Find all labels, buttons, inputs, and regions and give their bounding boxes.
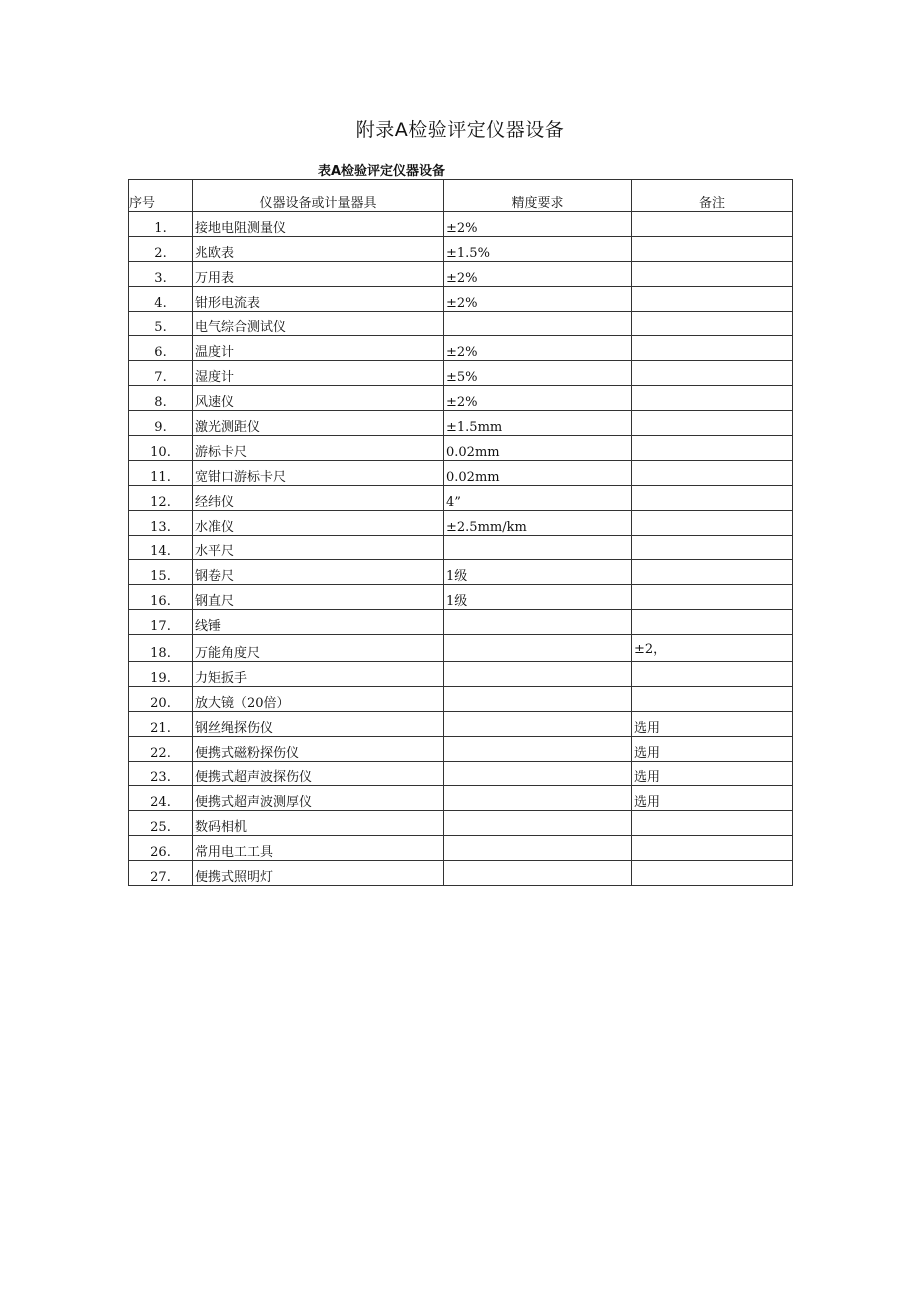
table-caption: 表A检验评定仪器设备 <box>318 164 446 179</box>
cell-name: 水准仪 <box>193 510 444 535</box>
cell-accuracy: ±2% <box>444 386 632 411</box>
cell-accuracy: 0.02mm <box>444 436 632 461</box>
cell-accuracy <box>444 635 632 662</box>
cell-remark: ±2， <box>632 635 793 662</box>
cell-accuracy: ±1.5% <box>444 236 632 261</box>
cell-no: 22. <box>129 736 193 761</box>
cell-remark: 选用 <box>632 786 793 811</box>
cell-remark <box>632 261 793 286</box>
cell-no: 5. <box>129 311 193 336</box>
table-row <box>129 761 793 786</box>
cell-name: 兆欧表 <box>193 236 444 261</box>
cell-name: 便携式照明灯 <box>193 861 444 886</box>
cell-accuracy: ±2% <box>444 212 632 237</box>
cell-remark <box>632 560 793 585</box>
cell-no: 16. <box>129 585 193 610</box>
table-row <box>129 560 793 585</box>
cell-accuracy <box>444 311 632 336</box>
table-row <box>129 711 793 736</box>
cell-name: 接地电阻测量仪 <box>193 212 444 237</box>
cell-accuracy <box>444 761 632 786</box>
cell-name: 万用表 <box>193 261 444 286</box>
equipment-table <box>128 179 793 886</box>
cell-remark <box>632 411 793 436</box>
cell-remark: 选用 <box>632 761 793 786</box>
cell-no: 4. <box>129 286 193 311</box>
cell-name: 游标卡尺 <box>193 436 444 461</box>
cell-remark <box>632 585 793 610</box>
table-row <box>129 861 793 886</box>
cell-remark <box>632 686 793 711</box>
table-row <box>129 236 793 261</box>
cell-remark <box>632 236 793 261</box>
table-row <box>129 336 793 361</box>
cell-no: 6. <box>129 336 193 361</box>
cell-name: 水平尺 <box>193 535 444 560</box>
cell-no: 20. <box>129 686 193 711</box>
cell-remark <box>632 436 793 461</box>
cell-remark <box>632 485 793 510</box>
cell-accuracy: 1级 <box>444 560 632 585</box>
cell-name: 钢卷尺 <box>193 560 444 585</box>
cell-no: 3. <box>129 261 193 286</box>
cell-no: 27. <box>129 861 193 886</box>
table-row <box>129 460 793 485</box>
cell-accuracy: 4” <box>444 485 632 510</box>
cell-name: 钢丝绳探伤仪 <box>193 711 444 736</box>
table-row <box>129 786 793 811</box>
table-header-row <box>129 180 793 212</box>
cell-no: 14. <box>129 535 193 560</box>
table-row <box>129 836 793 861</box>
cell-no: 26. <box>129 836 193 861</box>
cell-no: 12. <box>129 485 193 510</box>
cell-accuracy <box>444 535 632 560</box>
table-row <box>129 436 793 461</box>
cell-no: 23. <box>129 761 193 786</box>
table-row <box>129 361 793 386</box>
table-row <box>129 610 793 635</box>
cell-remark <box>632 836 793 861</box>
table-row <box>129 662 793 687</box>
cell-name: 便携式超声波探伤仪 <box>193 761 444 786</box>
cell-remark: 选用 <box>632 711 793 736</box>
cell-no: 25. <box>129 811 193 836</box>
cell-remark <box>632 861 793 886</box>
cell-accuracy <box>444 861 632 886</box>
table-row <box>129 635 793 662</box>
cell-no: 24. <box>129 786 193 811</box>
cell-accuracy: ±2% <box>444 286 632 311</box>
cell-no: 19. <box>129 662 193 687</box>
cell-accuracy: ±5% <box>444 361 632 386</box>
cell-name: 数码相机 <box>193 811 444 836</box>
table-row <box>129 411 793 436</box>
cell-remark <box>632 361 793 386</box>
table-row <box>129 286 793 311</box>
cell-accuracy <box>444 811 632 836</box>
cell-name: 力矩扳手 <box>193 662 444 687</box>
header-name: 仪器设备或计量器具 <box>193 180 444 212</box>
cell-remark <box>632 510 793 535</box>
cell-name: 便携式超声波测厚仪 <box>193 786 444 811</box>
cell-no: 9. <box>129 411 193 436</box>
cell-name: 电气综合测试仪 <box>193 311 444 336</box>
cell-remark <box>632 286 793 311</box>
cell-name: 线锤 <box>193 610 444 635</box>
cell-accuracy <box>444 736 632 761</box>
table-row <box>129 585 793 610</box>
header-remark: 备注 <box>632 180 793 212</box>
cell-no: 13. <box>129 510 193 535</box>
cell-no: 10. <box>129 436 193 461</box>
cell-remark <box>632 662 793 687</box>
cell-no: 2. <box>129 236 193 261</box>
cell-name: 放大镜（20倍） <box>193 686 444 711</box>
table-row <box>129 510 793 535</box>
cell-accuracy <box>444 786 632 811</box>
table-row <box>129 311 793 336</box>
table-row <box>129 261 793 286</box>
cell-no: 15. <box>129 560 193 585</box>
table-row <box>129 535 793 560</box>
cell-accuracy: ±2.5mm/km <box>444 510 632 535</box>
cell-no: 11. <box>129 460 193 485</box>
cell-remark <box>632 336 793 361</box>
header-no: 序号 <box>129 180 193 212</box>
cell-remark: 选用 <box>632 736 793 761</box>
cell-name: 激光测距仪 <box>193 411 444 436</box>
cell-name: 温度计 <box>193 336 444 361</box>
cell-remark <box>632 212 793 237</box>
cell-no: 17. <box>129 610 193 635</box>
cell-remark <box>632 460 793 485</box>
cell-accuracy: ±2% <box>444 261 632 286</box>
cell-accuracy <box>444 686 632 711</box>
page-title: 附录A检验评定仪器设备 <box>355 119 565 141</box>
table-row <box>129 212 793 237</box>
cell-accuracy: 1级 <box>444 585 632 610</box>
cell-accuracy <box>444 836 632 861</box>
cell-name: 钢直尺 <box>193 585 444 610</box>
table-row <box>129 386 793 411</box>
cell-name: 便携式磁粉探伤仪 <box>193 736 444 761</box>
cell-name: 湿度计 <box>193 361 444 386</box>
cell-name: 风速仪 <box>193 386 444 411</box>
cell-name: 万能角度尺 <box>193 635 444 662</box>
header-accuracy: 精度要求 <box>444 180 632 212</box>
cell-remark <box>632 535 793 560</box>
table-row <box>129 485 793 510</box>
table-row <box>129 811 793 836</box>
cell-remark <box>632 386 793 411</box>
cell-no: 21. <box>129 711 193 736</box>
cell-name: 经纬仪 <box>193 485 444 510</box>
cell-accuracy: ±2% <box>444 336 632 361</box>
cell-accuracy <box>444 610 632 635</box>
cell-accuracy <box>444 711 632 736</box>
cell-name: 常用电工工具 <box>193 836 444 861</box>
cell-accuracy <box>444 662 632 687</box>
cell-remark <box>632 811 793 836</box>
table-body <box>129 212 793 886</box>
cell-no: 18. <box>129 635 193 662</box>
cell-accuracy: 0.02mm <box>444 460 632 485</box>
cell-remark <box>632 311 793 336</box>
table-row <box>129 736 793 761</box>
cell-accuracy: ±1.5mm <box>444 411 632 436</box>
cell-remark <box>632 610 793 635</box>
cell-no: 8. <box>129 386 193 411</box>
cell-no: 7. <box>129 361 193 386</box>
cell-name: 宽钳口游标卡尺 <box>193 460 444 485</box>
cell-name: 钳形电流表 <box>193 286 444 311</box>
table-row <box>129 686 793 711</box>
cell-no: 1. <box>129 212 193 237</box>
